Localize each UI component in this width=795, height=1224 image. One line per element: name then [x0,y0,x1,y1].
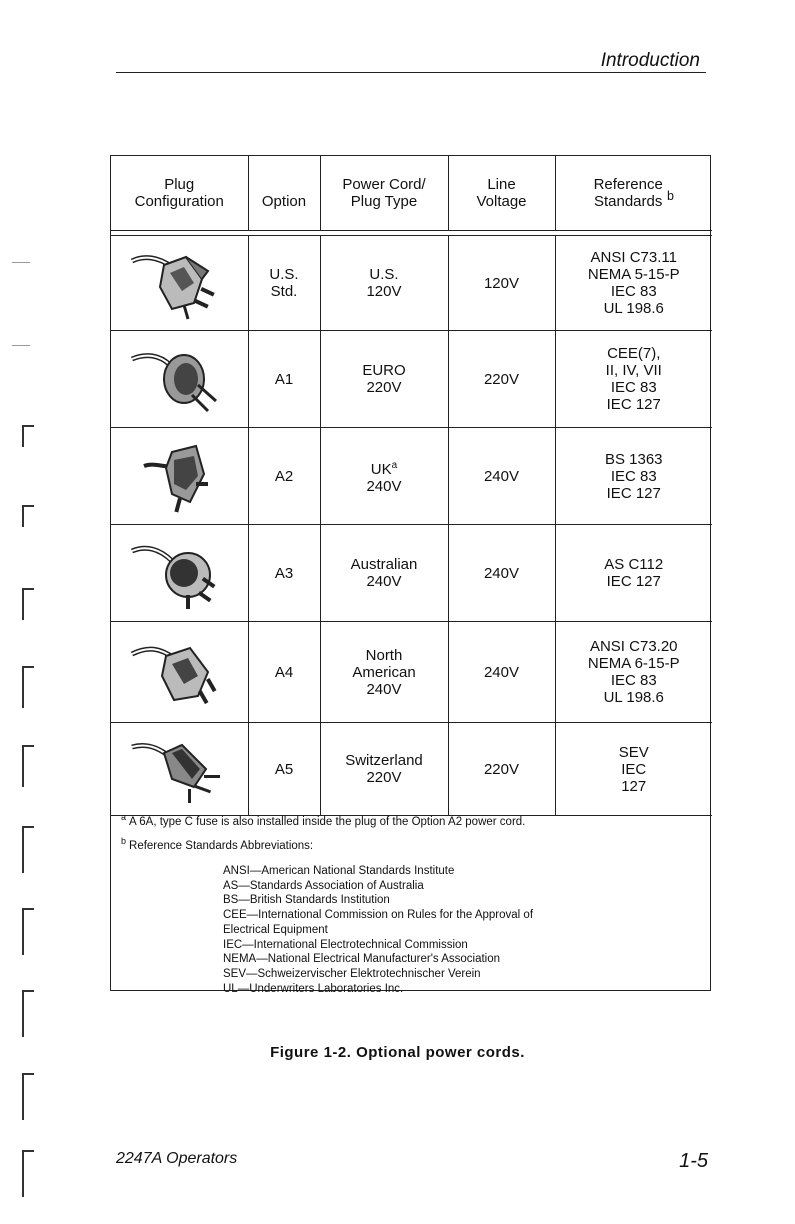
voltage-cell: 220V [448,331,555,428]
standards-cell: AS C112 IEC 127 [555,525,712,622]
document-name: 2247A Operators [116,1150,238,1167]
voltage-cell: 120V [448,236,555,331]
voltage-cell: 220V [448,723,555,816]
standards-cell: SEV IEC 127 [555,723,712,816]
table-row [111,723,712,816]
voltage-cell: 240V [448,622,555,723]
list-item: AS—Standards Association of Australia [223,879,424,892]
power-cord-table [111,156,712,816]
table-header-row [111,156,712,231]
voltage-cell: 240V [448,428,555,525]
us-plug-icon [111,236,248,331]
header-reference-standards: Reference Standards $^b$ [555,156,712,231]
list-item: ANSI—American National Standards Institute [223,865,455,877]
plug-type-cell: $UK^a$ 240V [320,428,448,525]
header-power-cord: Power Cord/ Plug Type [320,156,448,231]
plug-type-cell: Australian 240V [320,525,448,622]
north-american-plug-icon [111,622,248,723]
uk-plug-icon [111,428,248,525]
plug-type-cell: North American 240V [320,622,448,723]
list-item: CEE—International Commission on Rules for the Approval of [223,909,534,922]
abbreviation-list [223,864,533,996]
list-item: UL—Underwriters Laboratories Inc. [223,982,404,995]
footnote-a: $^a$ A 6A, type C fuse is also installed inside the plug of the Option A2 power cord. [121,812,526,828]
standards-cell: BS 1363 IEC 83 IEC 127 [555,428,712,525]
table-row [111,622,712,723]
table-row [111,525,712,622]
list-item: SEV—Schweizervischer Elektrotechnischer Verein [223,967,481,980]
section-title: Introduction [600,50,700,71]
swiss-plug-icon [111,723,248,816]
plug-type-cell: Switzerland 220V [320,723,448,816]
euro-plug-icon [111,331,248,428]
voltage-cell: 240V [448,525,555,622]
standards-cell: CEE(7), II, IV, VII IEC 83 IEC 127 [555,331,712,428]
australian-plug-icon [111,525,248,622]
option-cell: A4 [248,622,320,723]
table-row [111,236,712,331]
list-item: IEC—International Electrotechnical Commission [223,938,468,951]
table-row [111,428,712,525]
option-cell: A3 [248,525,320,622]
list-item: NEMA—National Electrical Manufacturer's Association [223,953,501,966]
option-cell: U.S. Std. [248,236,320,331]
option-cell: A1 [248,331,320,428]
header-option: Option [248,156,320,231]
header-line-voltage: Line Voltage [448,156,555,231]
binding-edge [0,0,45,1224]
list-item: Electrical Equipment [223,923,328,936]
plug-type-cell: U.S. 120V [320,236,448,331]
figure-caption: Figure 1-2. Optional power cords. [270,1044,525,1061]
footnote-b: $^b$ Reference Standards Abbreviations: [121,836,314,852]
standards-cell: ANSI C73.11 NEMA 5-15-P IEC 83 UL 198.6 [555,236,712,331]
list-item: BS—British Standards Institution [223,894,390,907]
plug-type-cell: EURO 220V [320,331,448,428]
header-plug-configuration: Plug Configuration [111,156,248,231]
header-rule [116,72,706,73]
table-row [111,331,712,428]
option-cell: A5 [248,723,320,816]
power-cord-figure [110,155,711,995]
option-cell: A2 [248,428,320,525]
page-number: 1-5 [679,1150,708,1172]
standards-cell: ANSI C73.20 NEMA 6-15-P IEC 83 UL 198.6 [555,622,712,723]
